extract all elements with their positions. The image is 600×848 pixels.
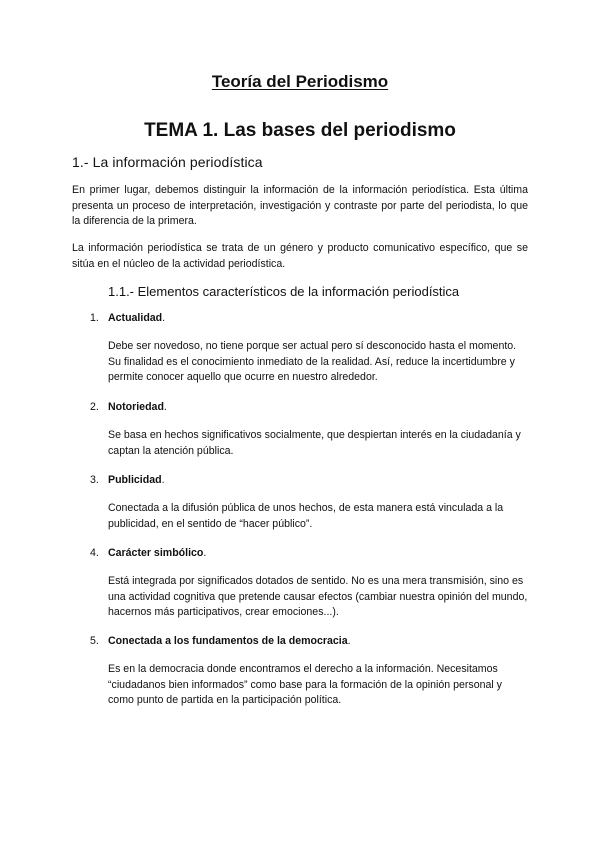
list-item-number: 4. <box>90 547 99 559</box>
document-title: Teoría del Periodismo <box>211 72 389 91</box>
list-item-description: Debe ser novedoso, no tiene porque ser actual pero sí desconocido hasta el momento. Su finalidad es el conocimiento inmediato de la realidad. Así, reduce la incertidumbre y permite conocer aquello que ocurre en nuestro alrededor. <box>108 340 517 383</box>
list-item-number: 2. <box>90 401 99 413</box>
list-item-suffix: . <box>347 635 351 647</box>
list-item-description: Conectada a la difusión pública de unos hechos, de esta manera está vinculada a la publicidad, en el sentido de “hacer público”. <box>108 502 504 530</box>
list-item-label: Carácter simbólico <box>108 547 204 559</box>
list-item-suffix: . <box>162 312 166 324</box>
list-item-suffix: . <box>161 474 165 486</box>
list-item-title <box>90 312 165 324</box>
intro-paragraph: En primer lugar, debemos distinguir la información de la información periodística. Esta última presenta un proceso de interpretación, investigación y contraste por parte del periodista, lo que la diferencia de la primera. <box>72 184 528 227</box>
list-item-label: Publicidad <box>108 474 162 486</box>
list-item-suffix: . <box>203 547 207 559</box>
subsection-heading: 1.1.- Elementos característicos de la información periodística <box>108 284 460 299</box>
list-item-title <box>90 474 165 486</box>
definition-paragraph: La información periodística se trata de un género y producto comunicativo específico, que se sitúa en el núcleo de la actividad periodística. <box>72 242 528 270</box>
list-item-title <box>90 547 206 559</box>
list-item-label: Conectada a los fundamentos de la democracia <box>108 635 348 647</box>
list-item-number: 1. <box>90 312 99 324</box>
list-item-description: Se basa en hechos significativos socialmente, que despiertan interés en la ciudadanía y captan la atención pública. <box>108 429 521 457</box>
section-heading: 1.- La información periodística <box>72 154 263 170</box>
list-item-title <box>90 635 351 647</box>
list-item-description: Es en la democracia donde encontramos el derecho a la información. Necesitamos “ciudadanos bien informados” como base para la formación de la opinión personal y como punto de partida en la participación política. <box>108 663 502 706</box>
list-item-title <box>90 401 167 413</box>
list-item-number: 3. <box>90 474 99 486</box>
list-item-suffix: . <box>163 401 167 413</box>
list-item-label: Notoriedad <box>108 401 164 413</box>
list-item-number: 5. <box>90 635 99 647</box>
list-item-label: Actualidad <box>108 312 163 324</box>
tema-title: TEMA 1. Las bases del periodismo <box>144 120 456 141</box>
list-item-description: Está integrada por significados dotados de sentido. No es una mera transmisión, sino es una actividad cognitiva que pretende causar efectos (cambiar nuestra opinión del mundo, hacernos más participativos, crear emociones...). <box>108 575 528 618</box>
